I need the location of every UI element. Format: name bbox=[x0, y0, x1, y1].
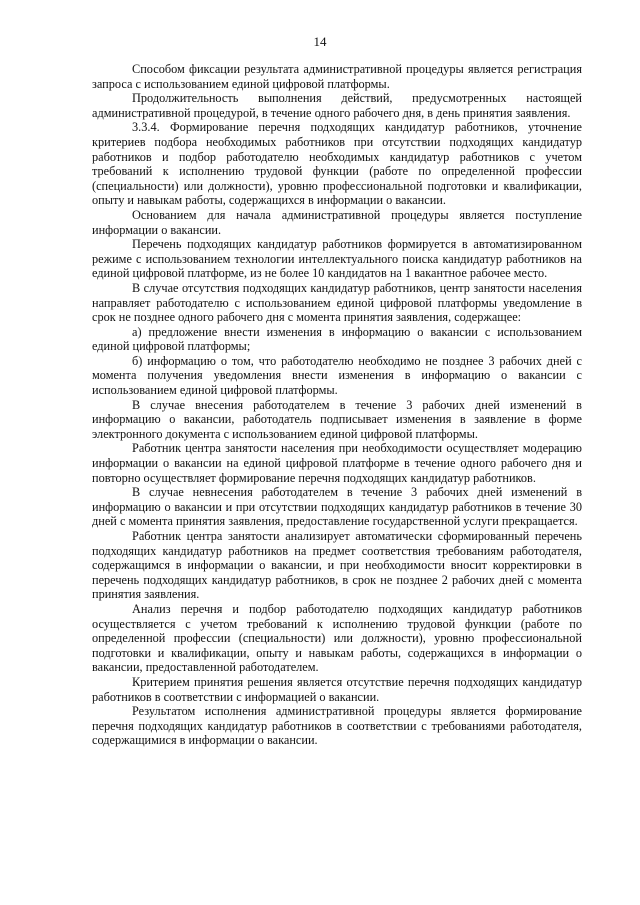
paragraph-service-termination: В случае невнесения работодателем в течение 3 рабочих дней изменений в информацию о вакансии и при отсутствии подходящих кандидатур работников в течение 30 дней с момента принятия заявления, предоставление государственной услуги прекращается. bbox=[92, 485, 582, 529]
paragraph-decision-criterion: Критерием принятия решения является отсутствие перечня подходящих кандидатур работников в соответствии с информацией о вакансии. bbox=[92, 674, 582, 704]
paragraph-result: Результатом исполнения административной процедуры является формирование перечня подходящих кандидатур работников в соответствии с требованиями работодателя, содержащимися в информации о вакансии. bbox=[92, 704, 582, 748]
paragraph-fixation-method: Способом фиксации результата административной процедуры является регистрация запроса с использованием единой цифровой платформы. bbox=[92, 62, 582, 91]
paragraph-item-a: а) предложение внести изменения в информацию о вакансии с использованием единой цифровой платформы; bbox=[92, 324, 582, 354]
paragraph-candidate-list: Перечень подходящих кандидатур работников формируется в автоматизированном режиме с использованием технологии интеллектуального поиска кандидатур работников на единой цифровой платформе, из не более 10 кандидатов на 1 вакантное рабочее место. bbox=[92, 237, 582, 281]
paragraph-basis: Основанием для начала административной процедуры является поступление информации о вакансии. bbox=[92, 207, 582, 237]
body-text bbox=[92, 62, 582, 748]
paragraph-moderation: Работник центра занятости населения при необходимости осуществляет модерацию информации о вакансии на единой цифровой платформе в течение одного рабочего дня и повторно осуществляет формирование перечня подходящих кандидатур работников. bbox=[92, 441, 582, 485]
paragraph-employer-changes: В случае внесения работодателем в течение 3 рабочих дней изменений в информацию о вакансии, работодатель подписывает изменения в заявление в форме электронного документа с использованием единой цифровой платформы. bbox=[92, 397, 582, 441]
paragraph-duration: Продолжительность выполнения действий, предусмотренных настоящей административной процедурой, в течение одного рабочего дня, в день принятия заявления. bbox=[92, 91, 582, 120]
paragraph-analysis-by-worker: Работник центра занятости анализирует автоматически сформированный перечень подходящих кандидатур работников на предмет соответствия требованиям работодателя, содержащимся в информации о вакансии, и при необходимости вносит корректировки в перечень подходящих кандидатур работников, в срок не позднее 2 рабочих дней с момента принятия заявления. bbox=[92, 529, 582, 602]
paragraph-no-candidates: В случае отсутствия подходящих кандидатур работников, центр занятости населения направляет работодателю с использованием единой цифровой платформы уведомление в срок не позднее одного рабочего дня с момента принятия заявления, содержащее: bbox=[92, 280, 582, 325]
paragraph-item-b: б) информацию о том, что работодателю необходимо не позднее 3 рабочих дней с момента получения уведомления внести изменения в информацию о вакансии с использованием единой цифровой платформы. bbox=[92, 353, 582, 398]
page-number: 14 bbox=[313, 34, 327, 49]
paragraph-analysis-criteria: Анализ перечня и подбор работодателю подходящих кандидатур работников осуществляется с учетом требований к исполнению трудовой функции (работе по определенной профессии (специальности) или должности), уровню профессиональной подготовки и квалификации, опыту и навыкам работы, содержащихся в информации о вакансии, предоставленной работодателем. bbox=[92, 601, 582, 675]
paragraph-section-3-3-4: 3.3.4. Формирование перечня подходящих кандидатур работников, уточнение критериев подбора необходимых работников при отсутствии подходящих кандидатур работников и подбор работодателю необходимых кандидатур работников с учетом требований к исполнению трудовой функции (работе по определенной профессии (специальности) или должности), уровню профессиональной подготовки и квалификации, опыту и навыкам работы, содержащихся в информации о вакансии. bbox=[92, 120, 582, 208]
